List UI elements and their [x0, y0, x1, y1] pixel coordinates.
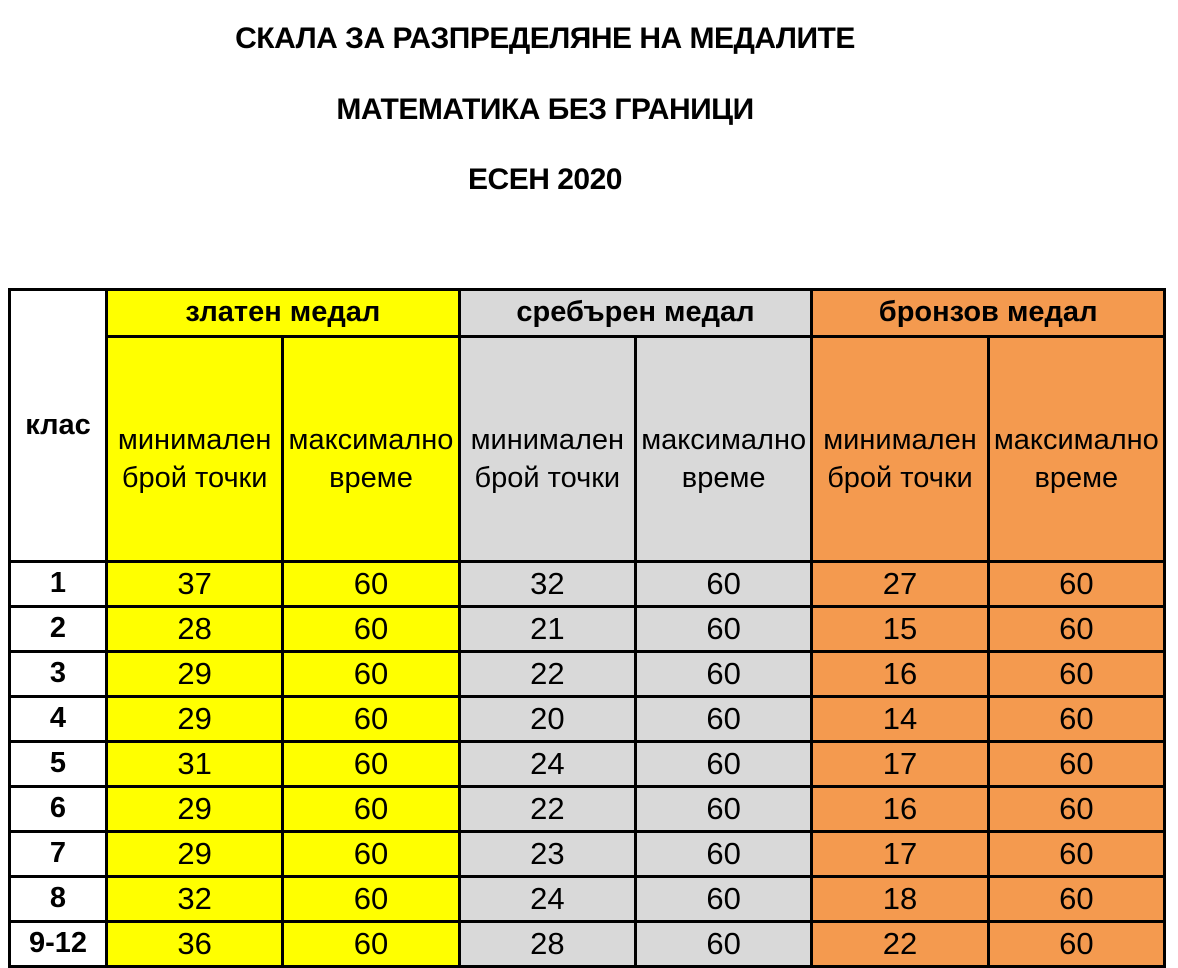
grade-cell: 1: [10, 561, 107, 606]
gold-min-points-cell: 29: [107, 786, 283, 831]
sub-header-row: [10, 336, 1165, 561]
bronze-max-time-header: максимално време: [988, 336, 1164, 561]
bronze-max-time-cell: 60: [988, 651, 1164, 696]
gold-min-points-cell: 36: [107, 921, 283, 966]
bronze-medal-group-header: бронзов медал: [812, 289, 1165, 336]
silver-max-time-cell: 60: [635, 741, 811, 786]
bronze-min-points-cell: 22: [812, 921, 988, 966]
gold-max-time-cell: 60: [283, 831, 459, 876]
gold-max-time-cell: 60: [283, 696, 459, 741]
bronze-max-time-cell: 60: [988, 741, 1164, 786]
silver-max-time-cell: 60: [635, 921, 811, 966]
bronze-max-time-cell: 60: [988, 696, 1164, 741]
gold-min-points-cell: 31: [107, 741, 283, 786]
page-title: СКАЛА ЗА РАЗПРЕДЕЛЯНЕ НА МЕДАЛИТЕ: [235, 22, 855, 55]
medal-group-header-row: [10, 289, 1165, 336]
gold-min-points-cell: 29: [107, 831, 283, 876]
bronze-min-points-header: минимален брой точки: [812, 336, 988, 561]
gold-max-time-cell: 60: [283, 921, 459, 966]
table-row: [10, 741, 1165, 786]
grade-cell: 7: [10, 831, 107, 876]
silver-max-time-cell: 60: [635, 786, 811, 831]
gold-max-time-cell: 60: [283, 606, 459, 651]
table-row: [10, 831, 1165, 876]
table-row: [10, 876, 1165, 921]
gold-min-points-cell: 29: [107, 651, 283, 696]
bronze-max-time-cell: 60: [988, 921, 1164, 966]
table-row: [10, 651, 1165, 696]
gold-min-points-cell: 28: [107, 606, 283, 651]
grade-column-header: клас: [10, 289, 107, 561]
bronze-max-time-cell: 60: [988, 876, 1164, 921]
table-row: [10, 561, 1165, 606]
silver-max-time-cell: 60: [635, 696, 811, 741]
grade-cell: 3: [10, 651, 107, 696]
bronze-max-time-cell: 60: [988, 831, 1164, 876]
grade-cell: 5: [10, 741, 107, 786]
silver-max-time-header: максимално време: [635, 336, 811, 561]
table-row: [10, 696, 1165, 741]
gold-min-points-cell: 29: [107, 696, 283, 741]
silver-min-points-cell: 28: [459, 921, 635, 966]
bronze-max-time-cell: 60: [988, 786, 1164, 831]
gold-min-points-cell: 37: [107, 561, 283, 606]
silver-min-points-cell: 21: [459, 606, 635, 651]
bronze-min-points-cell: 14: [812, 696, 988, 741]
table-body: [10, 561, 1165, 966]
bronze-min-points-cell: 17: [812, 741, 988, 786]
gold-max-time-cell: 60: [283, 561, 459, 606]
silver-min-points-header: минимален брой точки: [459, 336, 635, 561]
gold-max-time-cell: 60: [283, 651, 459, 696]
silver-min-points-cell: 24: [459, 741, 635, 786]
silver-min-points-cell: 24: [459, 876, 635, 921]
grade-cell: 9-12: [10, 921, 107, 966]
bronze-min-points-cell: 17: [812, 831, 988, 876]
grade-cell: 2: [10, 606, 107, 651]
grade-cell: 6: [10, 786, 107, 831]
gold-min-points-header: минимален брой точки: [107, 336, 283, 561]
gold-min-points-cell: 32: [107, 876, 283, 921]
bronze-min-points-cell: 16: [812, 651, 988, 696]
silver-max-time-cell: 60: [635, 876, 811, 921]
silver-max-time-cell: 60: [635, 651, 811, 696]
grade-cell: 4: [10, 696, 107, 741]
grade-cell: 8: [10, 876, 107, 921]
table-row: [10, 921, 1165, 966]
gold-max-time-cell: 60: [283, 786, 459, 831]
subtitle-competition: МАТЕМАТИКА БЕЗ ГРАНИЦИ: [336, 92, 754, 126]
silver-min-points-cell: 22: [459, 786, 635, 831]
silver-min-points-cell: 20: [459, 696, 635, 741]
bronze-min-points-cell: 18: [812, 876, 988, 921]
gold-medal-group-header: златен медал: [107, 289, 460, 336]
gold-max-time-cell: 60: [283, 741, 459, 786]
bronze-min-points-cell: 15: [812, 606, 988, 651]
silver-max-time-cell: 60: [635, 606, 811, 651]
medal-scale-table: [8, 288, 1166, 968]
bronze-min-points-cell: 16: [812, 786, 988, 831]
table-row: [10, 786, 1165, 831]
silver-min-points-cell: 23: [459, 831, 635, 876]
subtitle-season: ЕСЕН 2020: [468, 163, 622, 196]
gold-max-time-cell: 60: [283, 876, 459, 921]
silver-max-time-cell: 60: [635, 831, 811, 876]
gold-max-time-header: максимално време: [283, 336, 459, 561]
bronze-min-points-cell: 27: [812, 561, 988, 606]
bronze-max-time-cell: 60: [988, 606, 1164, 651]
bronze-max-time-cell: 60: [988, 561, 1164, 606]
title-block: [0, 0, 1090, 198]
silver-medal-group-header: сребърен медал: [459, 289, 812, 336]
table-row: [10, 606, 1165, 651]
silver-min-points-cell: 22: [459, 651, 635, 696]
silver-max-time-cell: 60: [635, 561, 811, 606]
silver-min-points-cell: 32: [459, 561, 635, 606]
